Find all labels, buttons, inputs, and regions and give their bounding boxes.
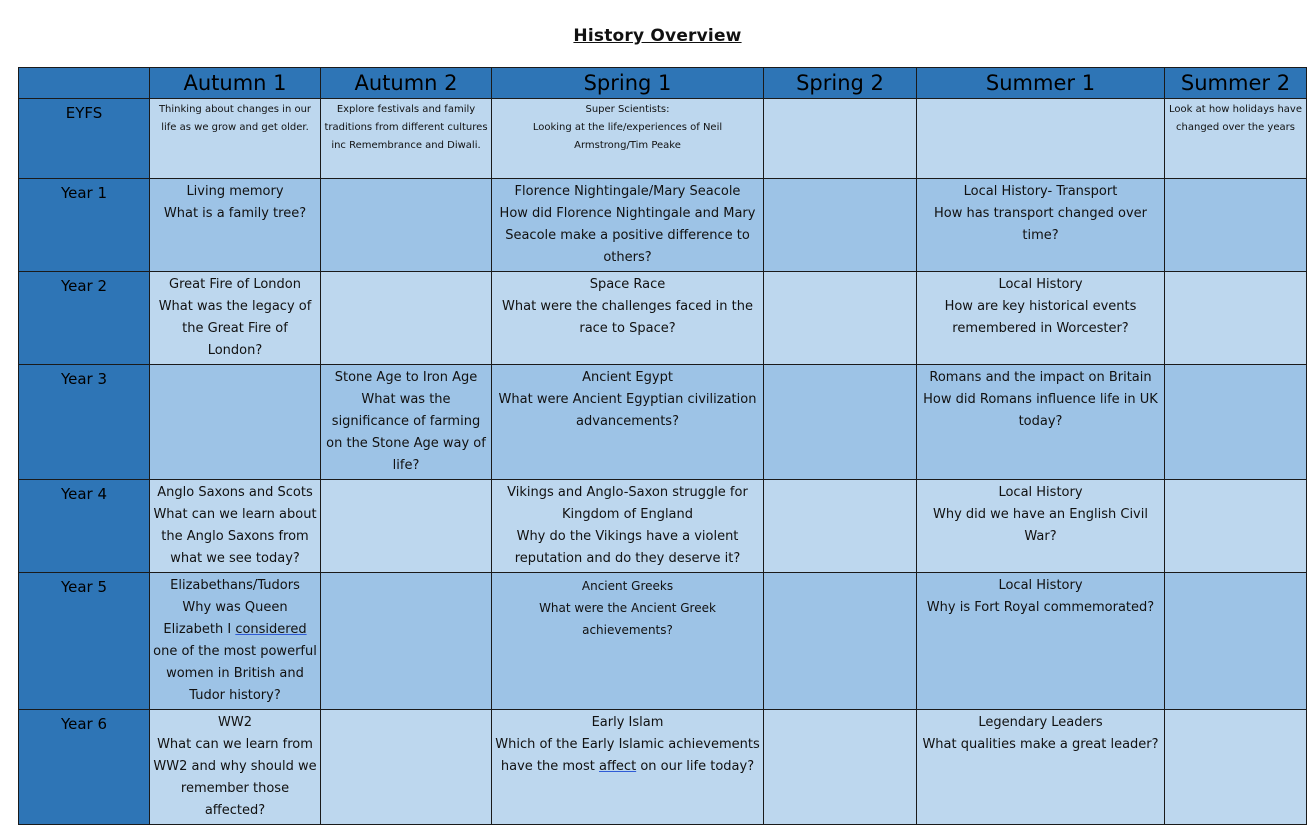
table-row (19, 179, 1307, 272)
row-label: Year 2 (19, 272, 150, 365)
cell-heading: Legendary Leaders (978, 715, 1103, 730)
cell-question: What were the challenges faced in the race to Space? (502, 299, 753, 336)
cell-autumn-2 (321, 99, 492, 179)
table-row (19, 99, 1307, 179)
table-row (19, 272, 1307, 365)
cell-autumn-1 (150, 365, 321, 480)
cell-spring-1 (492, 710, 764, 825)
cell-spring-2 (764, 573, 917, 710)
cell-question: What can we learn from WW2 and why should we remember those affected? (153, 737, 317, 818)
table-row (19, 573, 1307, 710)
cell-heading: Anglo Saxons and Scots (157, 485, 313, 500)
row-label: EYFS (19, 99, 150, 179)
cell-autumn-2 (321, 179, 492, 272)
cell-summer-1 (917, 272, 1165, 365)
cell-summer-1 (917, 365, 1165, 480)
cell-autumn-1 (150, 710, 321, 825)
cell-heading: Ancient Greeks (581, 579, 674, 593)
cell-text: Explore festivals and family traditions from different cultures inc Remembrance and Diwali. (324, 104, 488, 151)
table-row (19, 480, 1307, 573)
cell-autumn-2 (321, 573, 492, 710)
cell-question-cont: one of the most powerful women in British and Tudor history? (153, 644, 317, 703)
cell-spring-1 (492, 272, 764, 365)
cell-spring-2 (764, 365, 917, 480)
cell-spring-1 (492, 99, 764, 179)
cell-question: What were Ancient Egyptian civilization advancements? (498, 392, 757, 429)
cell-spring-2 (764, 179, 917, 272)
page-title: History Overview (573, 26, 742, 46)
cell-summer-2 (1165, 272, 1307, 365)
header-summer-1: Summer 1 (917, 68, 1165, 99)
cell-question: Why was Queen Elizabeth I (163, 600, 288, 637)
cell-spring-2 (764, 99, 917, 179)
cell-autumn-2 (321, 710, 492, 825)
cell-summer-1 (917, 179, 1165, 272)
cell-summer-2 (1165, 480, 1307, 573)
underlined-word: considered (235, 622, 307, 637)
cell-heading: Early Islam (591, 715, 664, 730)
cell-question: What were the Ancient Greek achievements? (539, 601, 716, 637)
cell-spring-1 (492, 365, 764, 480)
cell-spring-1 (492, 480, 764, 573)
cell-question: What qualities make a great leader? (922, 737, 1159, 752)
cell-text: Looking at the life/experiences of Neil Armstrong/Tim Peake (532, 122, 723, 151)
cell-heading: Elizabethans/Tudors (170, 578, 300, 593)
cell-heading: Ancient Egypt (582, 370, 673, 385)
cell-question-cont: on our life today? (640, 759, 755, 774)
cell-autumn-2 (321, 480, 492, 573)
header-autumn-1: Autumn 1 (150, 68, 321, 99)
table-row (19, 365, 1307, 480)
cell-autumn-1 (150, 480, 321, 573)
cell-summer-2 (1165, 365, 1307, 480)
row-label: Year 1 (19, 179, 150, 272)
cell-question: Why is Fort Royal commemorated? (926, 600, 1155, 615)
cell-heading: Local History (998, 485, 1083, 500)
underlined-word: affect (599, 759, 637, 774)
row-label: Year 3 (19, 365, 150, 480)
cell-autumn-1 (150, 272, 321, 365)
cell-heading: WW2 (218, 715, 252, 730)
cell-heading: Romans and the impact on Britain (929, 370, 1152, 385)
cell-summer-2 (1165, 179, 1307, 272)
cell-heading: Super Scientists: (585, 104, 670, 115)
cell-heading: Space Race (589, 277, 666, 292)
cell-heading: Great Fire of London (169, 277, 301, 292)
cell-summer-2 (1165, 573, 1307, 710)
header-autumn-2: Autumn 2 (321, 68, 492, 99)
cell-summer-1 (917, 573, 1165, 710)
cell-question: How did Florence Nightingale and Mary Seacole make a positive difference to others? (499, 206, 756, 265)
row-label: Year 5 (19, 573, 150, 710)
cell-question: Which of the Early Islamic achievements have the most (495, 737, 760, 774)
row-label: Year 6 (19, 710, 150, 825)
cell-text: Thinking about changes in our life as we grow and get older. (158, 104, 312, 133)
header-corner (19, 68, 150, 99)
cell-question: What is a family tree? (163, 206, 307, 221)
cell-spring-2 (764, 710, 917, 825)
cell-summer-1 (917, 99, 1165, 179)
cell-autumn-1 (150, 179, 321, 272)
header-spring-1: Spring 1 (492, 68, 764, 99)
table-row (19, 710, 1307, 825)
cell-autumn-2 (321, 272, 492, 365)
cell-heading: Local History- Transport (963, 184, 1118, 199)
header-summer-2: Summer 2 (1165, 68, 1307, 99)
header-spring-2: Spring 2 (764, 68, 917, 99)
header-row (19, 68, 1307, 99)
cell-question: Why do the Vikings have a violent reputation and do they deserve it? (514, 529, 741, 566)
cell-summer-2 (1165, 99, 1307, 179)
cell-question: How has transport changed over time? (933, 206, 1148, 243)
cell-heading: Local History (998, 277, 1083, 292)
cell-summer-1 (917, 480, 1165, 573)
cell-heading: Florence Nightingale/Mary Seacole (514, 184, 741, 199)
cell-heading: Vikings and Anglo-Saxon struggle for Kingdom of England (507, 485, 748, 522)
cell-spring-2 (764, 480, 917, 573)
cell-autumn-2 (321, 365, 492, 480)
cell-question: Why did we have an English Civil War? (933, 507, 1148, 544)
cell-spring-1 (492, 179, 764, 272)
row-label: Year 4 (19, 480, 150, 573)
history-overview-table (18, 67, 1307, 825)
cell-question: How are key historical events remembered in Worcester? (944, 299, 1137, 336)
cell-question: How did Romans influence life in UK today? (923, 392, 1158, 429)
cell-summer-1 (917, 710, 1165, 825)
cell-question: What was the significance of farming on the Stone Age way of life? (326, 392, 486, 473)
cell-question: What can we learn about the Anglo Saxons from what we see today? (153, 507, 317, 566)
cell-autumn-1 (150, 573, 321, 710)
cell-spring-1 (492, 573, 764, 710)
cell-heading: Stone Age to Iron Age (334, 370, 478, 385)
cell-question: What was the legacy of the Great Fire of London? (158, 299, 312, 358)
cell-heading: Local History (998, 578, 1083, 593)
cell-text: Look at how holidays have changed over the years (1169, 104, 1302, 133)
cell-heading: Living memory (186, 184, 284, 199)
cell-autumn-1 (150, 99, 321, 179)
cell-summer-2 (1165, 710, 1307, 825)
cell-spring-2 (764, 272, 917, 365)
